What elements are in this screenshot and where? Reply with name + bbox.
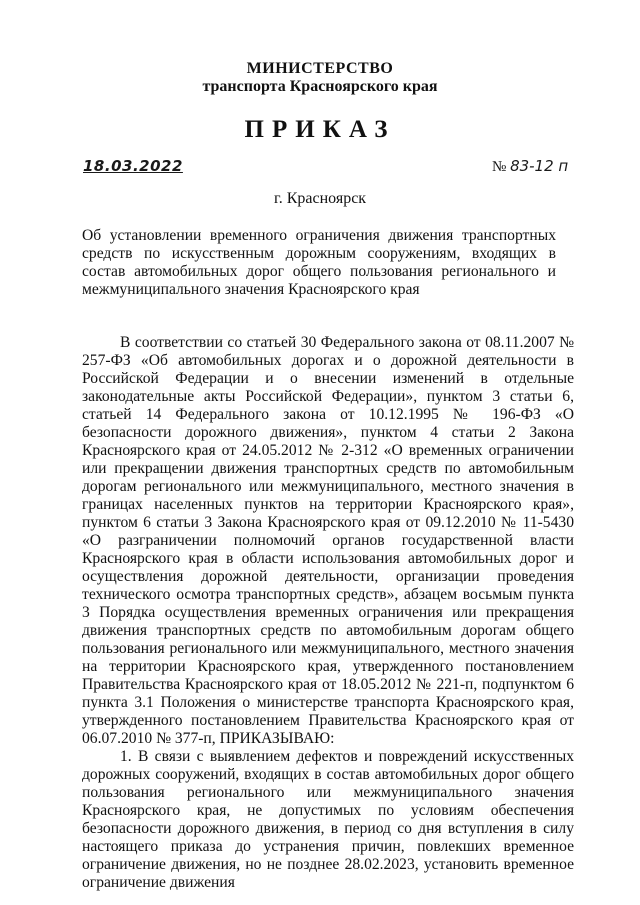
ministry-name: МИНИСТЕРСТВО (246, 60, 394, 77)
preamble-paragraph: В соответствии со статьей 30 Федерального закона от 08.11.2007 № 257-ФЗ «Об автомобильных дорогах и о дорожной деятельности в Российской Федерации и о внесении изменений в отдельные законодательные акты Российской Федерации», пунктом 3 статьи 6, статьей 14 Федерального закона от 10.12.1995 № 196-ФЗ «О безопасности дорожного движения», пунктом 4 статьи 2 Закона Красноярского края от 24.05.2012 № 2-312 «О временных ограничении или прекращении движения транспортных средств по автомобильным дорогам регионального или межмуниципального, местного значения в границах населенных пунктов на территории Красноярского края», пунктом 6 статьи 3 Закона Красноярского края от 09.12.2010 № 11-5430 «О разграничении полномочий органов государственной власти Красноярского края в области использования автомобильных дорог и осуществления дорожной деятельности, организации проведения технического осмотра транспортных средств», абзацем восьмым пункта 3 Порядка осуществления временных ограничения или прекращения движения транспортных средств по автомобильным дорогам общего пользования регионального или межмуниципального, местного значения на территории Красноярского края, утвержденного постановлением Правительства Красноярского края от 18.05.2012 № 221-п, подпунктом 6 пункта 3.1 Положения о министерстве транспорта Красноярского края, утвержденного постановлением Правительства Красноярского края от 06.07.2010 № 377-п, ПРИКАЗЫВАЮ: (82, 334, 574, 747)
item-1-paragraph: 1. В связи с выявлением дефектов и повреждений искусственных дорожных сооружений, входящих в состав автомобильных дорог общего пользования регионального или межмуниципального значения Красноярского края, не допустимых по условиям обеспечения безопасности дорожного движения, в период со дня вступления в силу настоящего приказа до устранения причин, повлекших временное ограничение движения, но не позднее 28.02.2023, установить временное ограничение движения (82, 748, 574, 891)
order-title: ПРИКАЗ (244, 116, 396, 143)
subject-text: Об установлении временного ограничения движения транспортных средств по искусственным дорожным сооружениям, входящих в состав автомобильных дорог общего пользования регионального и межмуниципального значения Красноярского края (82, 227, 556, 298)
city-line: г. Красноярск (273, 190, 367, 207)
order-number (492, 157, 568, 176)
order-subject (82, 227, 556, 299)
ministry-header (0, 60, 640, 96)
order-number-value: 83-12 п (510, 157, 569, 175)
order-body (82, 334, 574, 892)
number-sign: № (492, 159, 507, 175)
order-date: 18.03.2022 (83, 157, 183, 175)
ministry-subtitle: транспорта Красноярского края (202, 78, 438, 95)
